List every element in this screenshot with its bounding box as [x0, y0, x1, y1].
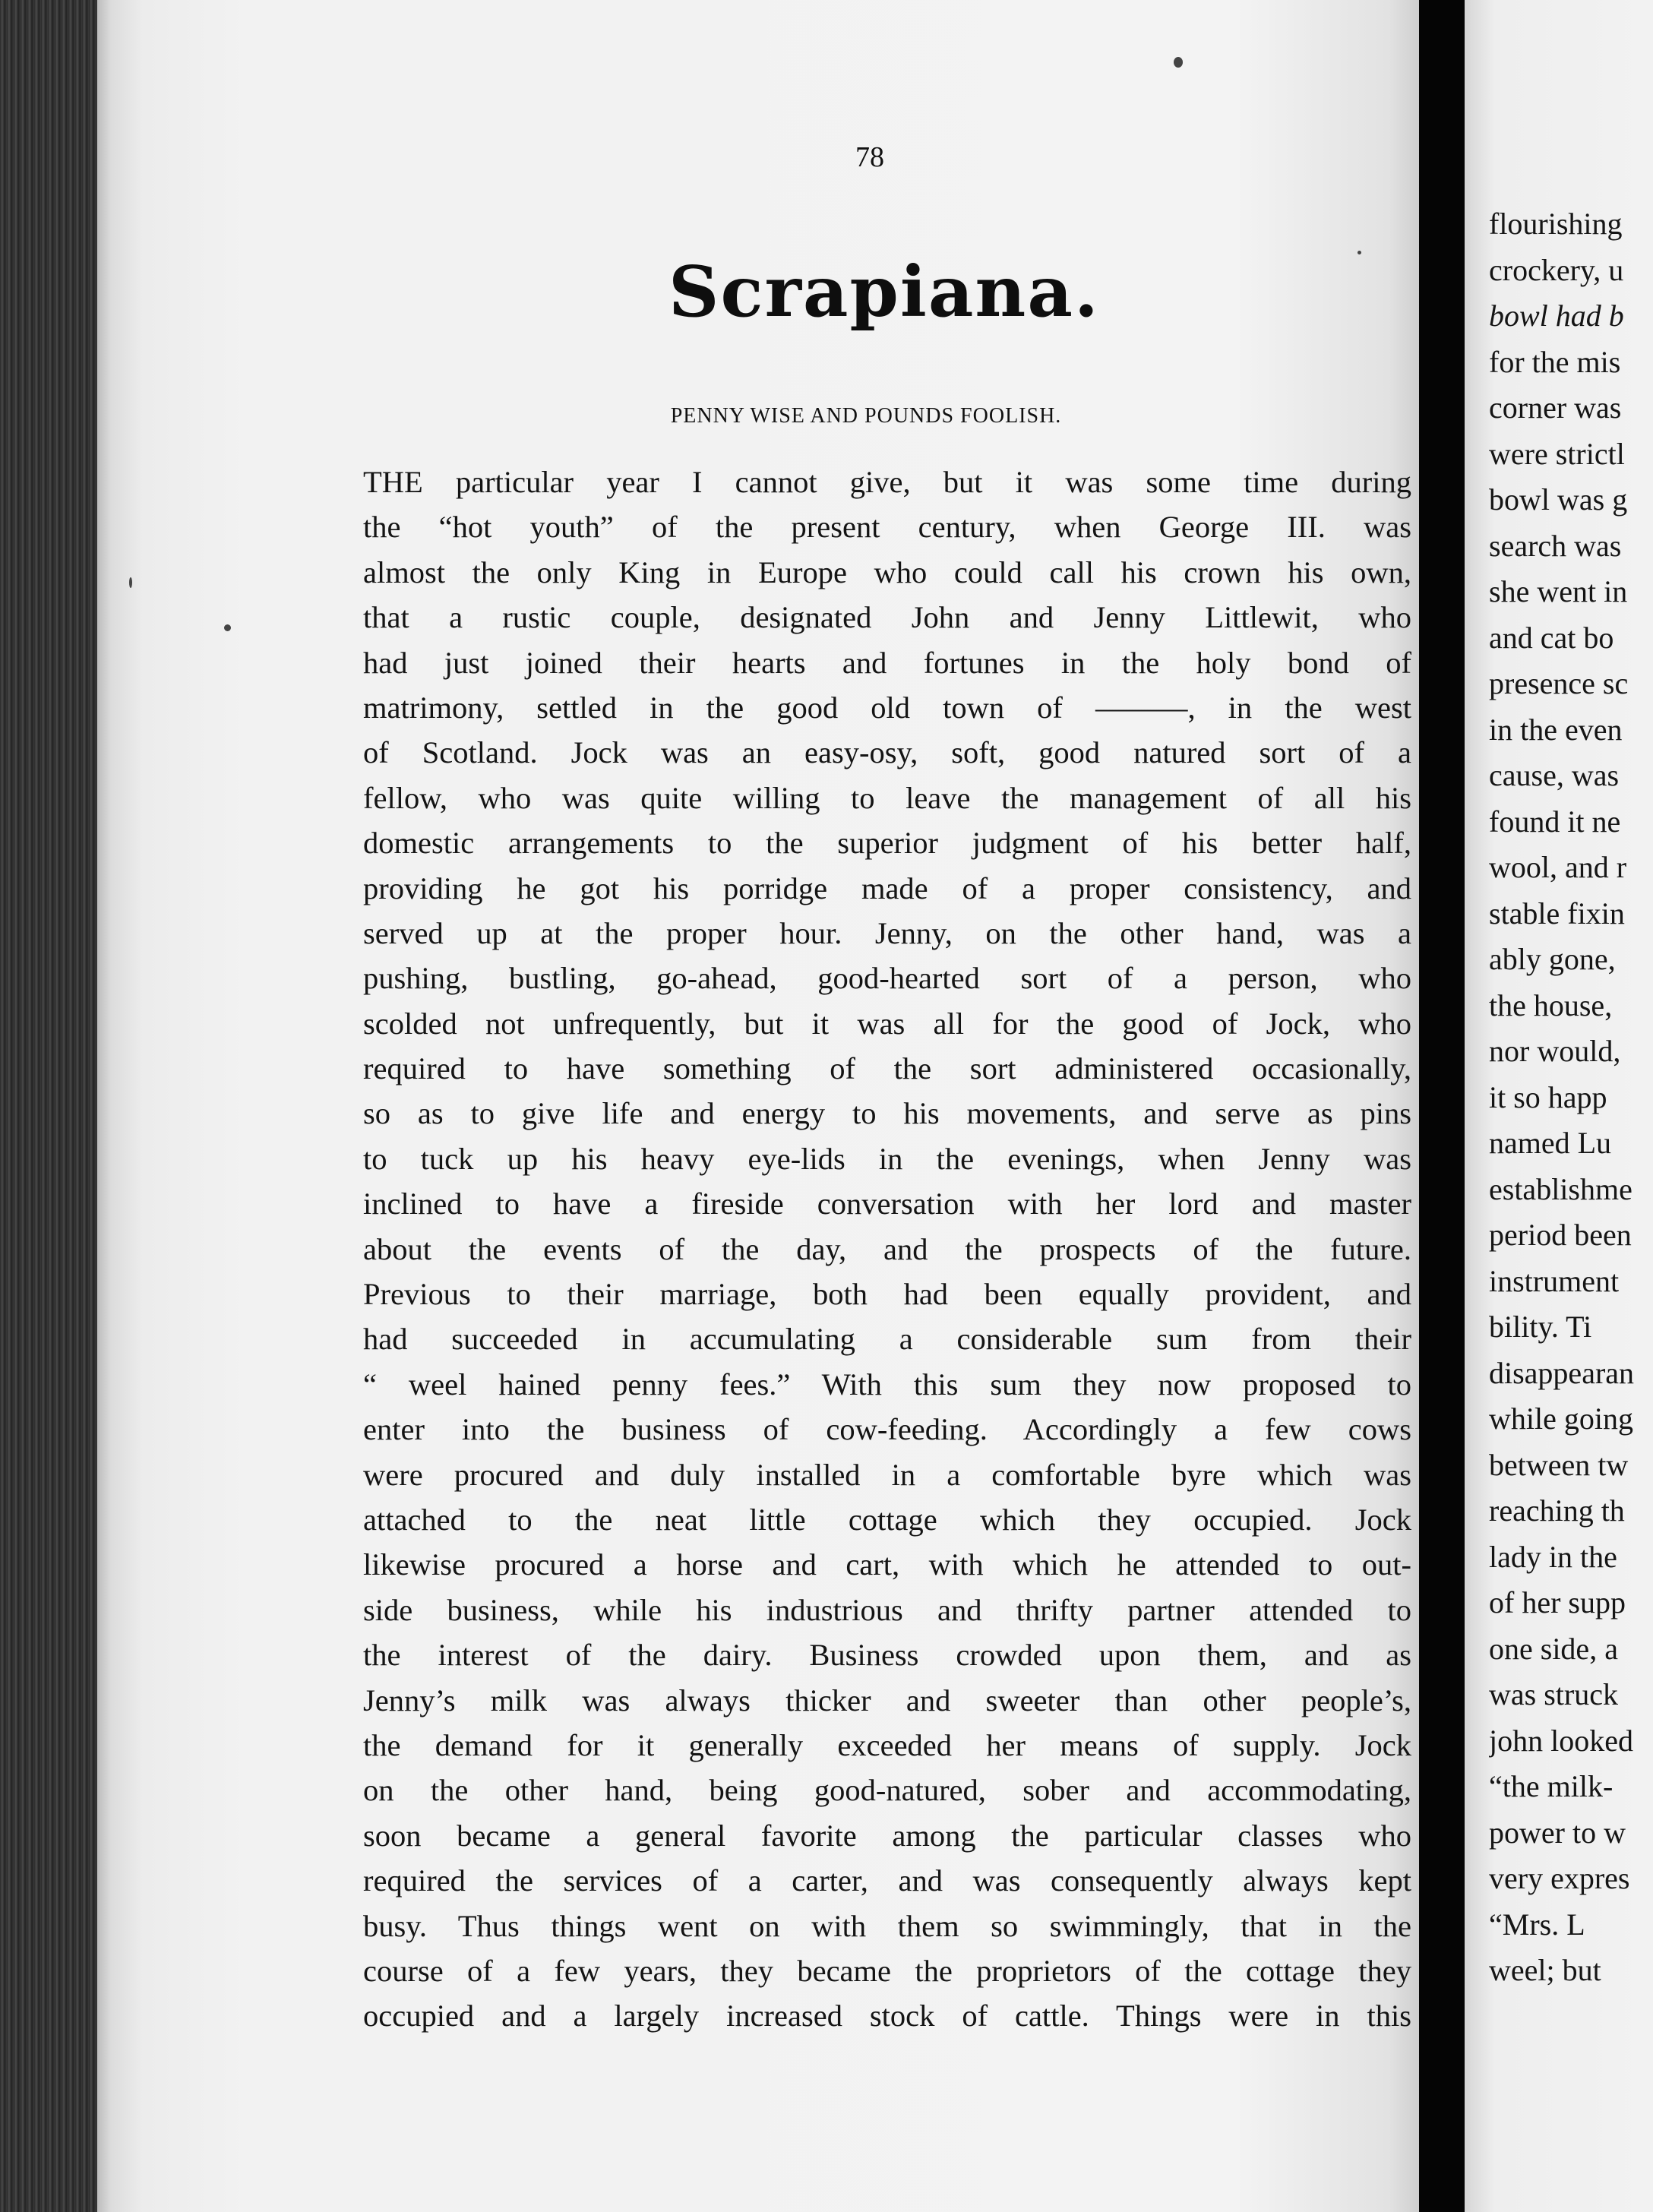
text-line: and cat bo: [1489, 620, 1614, 655]
text-line: had succeeded in accumulating a considerable sum from their: [363, 1322, 1411, 1357]
text-line: of Scotland. Jock was an easy-osy, soft, good natured sort of a: [363, 735, 1411, 770]
text-line: were procured and duly installed in a comfortable byre which was: [363, 1457, 1411, 1492]
text-line: nor would,: [1489, 1034, 1621, 1068]
text-line: course of a few years, they became the proprietors of the cottage they: [363, 1953, 1411, 1988]
text-line: period been: [1489, 1218, 1632, 1252]
text-line: had just joined their hearts and fortunes in the holy bond of: [363, 645, 1411, 680]
text-line: fellow, who was quite willing to leave the management of all his: [363, 780, 1411, 815]
text-line: almost the only King in Europe who could call his crown his own,: [363, 555, 1411, 589]
text-line: attached to the neat little cottage which they occupied. Jock: [363, 1502, 1411, 1537]
text-line: between tw: [1489, 1447, 1629, 1482]
text-line: was struck: [1489, 1677, 1618, 1711]
text-line: were strictl: [1489, 436, 1625, 471]
scan-speck: [1174, 57, 1183, 68]
text-line: the interest of the dairy. Business crowded upon them, and as: [363, 1638, 1411, 1673]
body-text: [363, 460, 1411, 2039]
text-line: stable fixin: [1489, 896, 1625, 931]
text-line: to tuck up his heavy eye-lids in the evenings, when Jenny was: [363, 1141, 1411, 1176]
text-line: cause, was: [1489, 758, 1620, 792]
scan-speck: [224, 624, 231, 631]
text-line: establishme: [1489, 1171, 1632, 1206]
text-line: weel; but: [1489, 1953, 1601, 1987]
text-line: the house,: [1489, 988, 1613, 1022]
text-line: in the even: [1489, 712, 1623, 747]
text-line: it so happ: [1489, 1079, 1607, 1114]
text-line: search was: [1489, 528, 1622, 563]
text-line: instrument: [1489, 1263, 1620, 1298]
text-line: bowl was g: [1489, 482, 1628, 517]
text-line: of her supp: [1489, 1585, 1626, 1620]
text-line: so as to give life and energy to his movements, and serve as pins: [363, 1096, 1411, 1131]
text-line: side business, while his industrious and thrifty partner attended to: [363, 1592, 1411, 1627]
text-line: “ weel hained penny fees.” With this sum they now proposed to: [363, 1367, 1411, 1401]
text-line: “the milk-: [1489, 1769, 1613, 1803]
text-line: Jenny’s milk was always thicker and sweeter than other people’s,: [363, 1683, 1411, 1717]
text-line: ably gone,: [1489, 942, 1616, 976]
running-title: Scrapiana.: [668, 251, 1100, 333]
book-edge: [0, 0, 97, 2212]
page-gutter: [1419, 0, 1465, 2212]
text-line: domestic arrangements to the superior judgment of his better half,: [363, 826, 1411, 861]
text-line: enter into the business of cow-feeding. Accordingly a few cows: [363, 1412, 1411, 1447]
text-line: THE particular year I cannot give, but it was some time during: [363, 465, 1411, 499]
page-number: 78: [855, 141, 884, 173]
text-line: presence sc: [1489, 666, 1629, 700]
text-line: about the events of the day, and the prospects of the future.: [363, 1231, 1411, 1266]
scan-speck: [129, 577, 132, 588]
text-line: scolded not unfrequently, but it was all for the good of Jock, who: [363, 1006, 1411, 1041]
text-line: found it ne: [1489, 804, 1621, 839]
text-line: for the mis: [1489, 344, 1621, 379]
text-line: inclined to have a fireside conversation with her lord and master: [363, 1187, 1411, 1221]
text-line: bowl had b: [1489, 299, 1624, 333]
scan-speck: [1357, 251, 1361, 254]
text-line: crockery, u: [1489, 252, 1624, 287]
right-page-text: [1489, 201, 1653, 1994]
text-line: power to w: [1489, 1815, 1626, 1850]
text-line: providing he got his porridge made of a proper consistency, and: [363, 871, 1411, 905]
text-line: pushing, bustling, go-ahead, good-hearted sort of a person, who: [363, 961, 1411, 996]
text-line: busy. Thus things went on with them so swimmingly, that in the: [363, 1908, 1411, 1943]
text-line: soon became a general favorite among the particular classes who: [363, 1818, 1411, 1853]
text-line: occupied and a largely increased stock of cattle. Things were in this: [363, 1999, 1411, 2033]
text-line: required the services of a carter, and was consequently always kept: [363, 1863, 1411, 1898]
text-line: corner was: [1489, 390, 1622, 425]
text-line: the demand for it generally exceeded her means of supply. Jock: [363, 1727, 1411, 1762]
text-line: that a rustic couple, designated John and Jenny Littlewit, who: [363, 600, 1411, 635]
text-line: Previous to their marriage, both had been equally provident, and: [363, 1277, 1411, 1312]
text-line: she went in: [1489, 574, 1628, 608]
text-line: on the other hand, being good-natured, sober and accommodating,: [363, 1773, 1411, 1808]
text-line: disappearan: [1489, 1355, 1635, 1390]
text-line: flourishing: [1489, 207, 1623, 241]
text-line: very expres: [1489, 1861, 1630, 1895]
text-line: one side, a: [1489, 1631, 1618, 1666]
article-title: PENNY WISE AND POUNDS FOOLISH.: [670, 404, 1062, 428]
text-line: while going: [1489, 1401, 1633, 1436]
text-line: lady in the: [1489, 1539, 1617, 1574]
text-line: bility. Ti: [1489, 1310, 1592, 1344]
text-line: named Lu: [1489, 1126, 1612, 1160]
text-line: required to have something of the sort administered occasionally,: [363, 1051, 1411, 1086]
text-line: matrimony, settled in the good old town of ———, in the west: [363, 690, 1411, 725]
text-line: the “hot youth” of the present century, when George III. was: [363, 510, 1411, 545]
text-line: john looked: [1489, 1723, 1633, 1758]
text-line: “Mrs. L: [1489, 1907, 1585, 1942]
text-line: wool, and r: [1489, 850, 1627, 884]
text-line: likewise procured a horse and cart, with which he attended to out-: [363, 1547, 1411, 1582]
text-line: reaching th: [1489, 1493, 1625, 1528]
text-line: served up at the proper hour. Jenny, on the other hand, was a: [363, 915, 1411, 950]
